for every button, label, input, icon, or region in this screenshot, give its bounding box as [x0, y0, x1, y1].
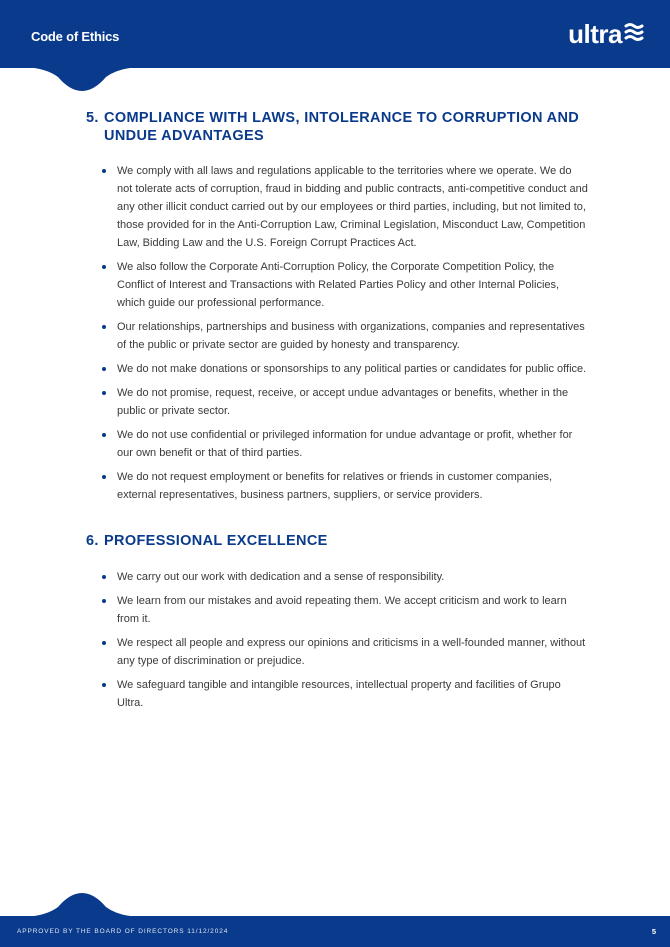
bullet-icon: [102, 169, 106, 173]
bullet-icon: [102, 367, 106, 371]
bullet-icon: [102, 599, 106, 603]
list-item: We do not make donations or sponsorships to any political parties or candidates for public office.: [100, 360, 588, 378]
list-item: We respect all people and express our opinions and criticisms in a well-founded manner, without any type of discrimination or prejudice.: [100, 634, 588, 670]
page-number: 5: [651, 927, 656, 936]
list-item: We do not use confidential or privileged information for undue advantage or profit, whether for our own benefit or that of third parties.: [100, 426, 588, 462]
page-header: [0, 0, 670, 68]
list-item: We carry out our work with dedication and a sense of responsibility.: [100, 568, 588, 586]
list-item: We learn from our mistakes and avoid repeating them. We accept criticism and work to learn from it.: [100, 592, 588, 628]
list-item: We safeguard tangible and intangible resources, intellectual property and facilities of Grupo Ultra.: [100, 676, 588, 712]
logo-wordmark: ultra: [568, 19, 622, 49]
section-5-heading: [86, 109, 586, 145]
section-5-list: [100, 162, 588, 510]
bullet-icon: [102, 433, 106, 437]
bullet-icon: [102, 265, 106, 269]
footer-tab-shape: [0, 893, 140, 917]
section-6-list: [100, 568, 588, 718]
bullet-icon: [102, 683, 106, 687]
bullet-icon: [102, 391, 106, 395]
bullet-icon: [102, 475, 106, 479]
document-title: Code of Ethics: [31, 29, 120, 44]
ultra-logo: [568, 19, 646, 49]
list-item: We do not promise, request, receive, or accept undue advantages or benefits, whether in the public or private sector.: [100, 384, 588, 420]
section-title: PROFESSIONAL EXCELLENCE: [104, 533, 328, 549]
bullet-icon: [102, 325, 106, 329]
list-item: Our relationships, partnerships and business with organizations, companies and representatives of the public or private sector are guided by honesty and transparency.: [100, 318, 588, 354]
list-item: We do not request employment or benefits for relatives or friends in customer companies, external representatives, business partners, suppliers, or service providers.: [100, 468, 588, 504]
approval-note: APPROVED BY THE BOARD OF DIRECTORS 11/12/2024: [17, 928, 229, 935]
header-tab-shape: [0, 67, 140, 93]
bullet-icon: [102, 575, 106, 579]
logo-waves-icon: [624, 19, 646, 47]
section-number: 6.: [86, 533, 99, 549]
section-title: COMPLIANCE WITH LAWS, INTOLERANCE TO CORRUPTION AND UNDUE ADVANTAGES: [104, 110, 580, 144]
section-6-heading: [86, 532, 586, 550]
list-item: We also follow the Corporate Anti-Corruption Policy, the Corporate Competition Policy, the Conflict of Interest and Transactions with Related Parties Policy and other Internal Policies, which guide our professional performance.: [100, 258, 588, 312]
list-item: We comply with all laws and regulations applicable to the territories where we operate. We do not tolerate acts of corruption, fraud in bidding and public contracts, anti-competitive conduct and any other illicit conduct carried out by our employees or third parties, including, but not limited to, those provided for in the Anti-Corruption Law, Criminal Legislation, Misconduct Law, Competition Law, Bidding Law and the U.S. Foreign Corrupt Practices Act.: [100, 162, 588, 252]
bullet-icon: [102, 641, 106, 645]
section-number: 5.: [86, 110, 99, 126]
